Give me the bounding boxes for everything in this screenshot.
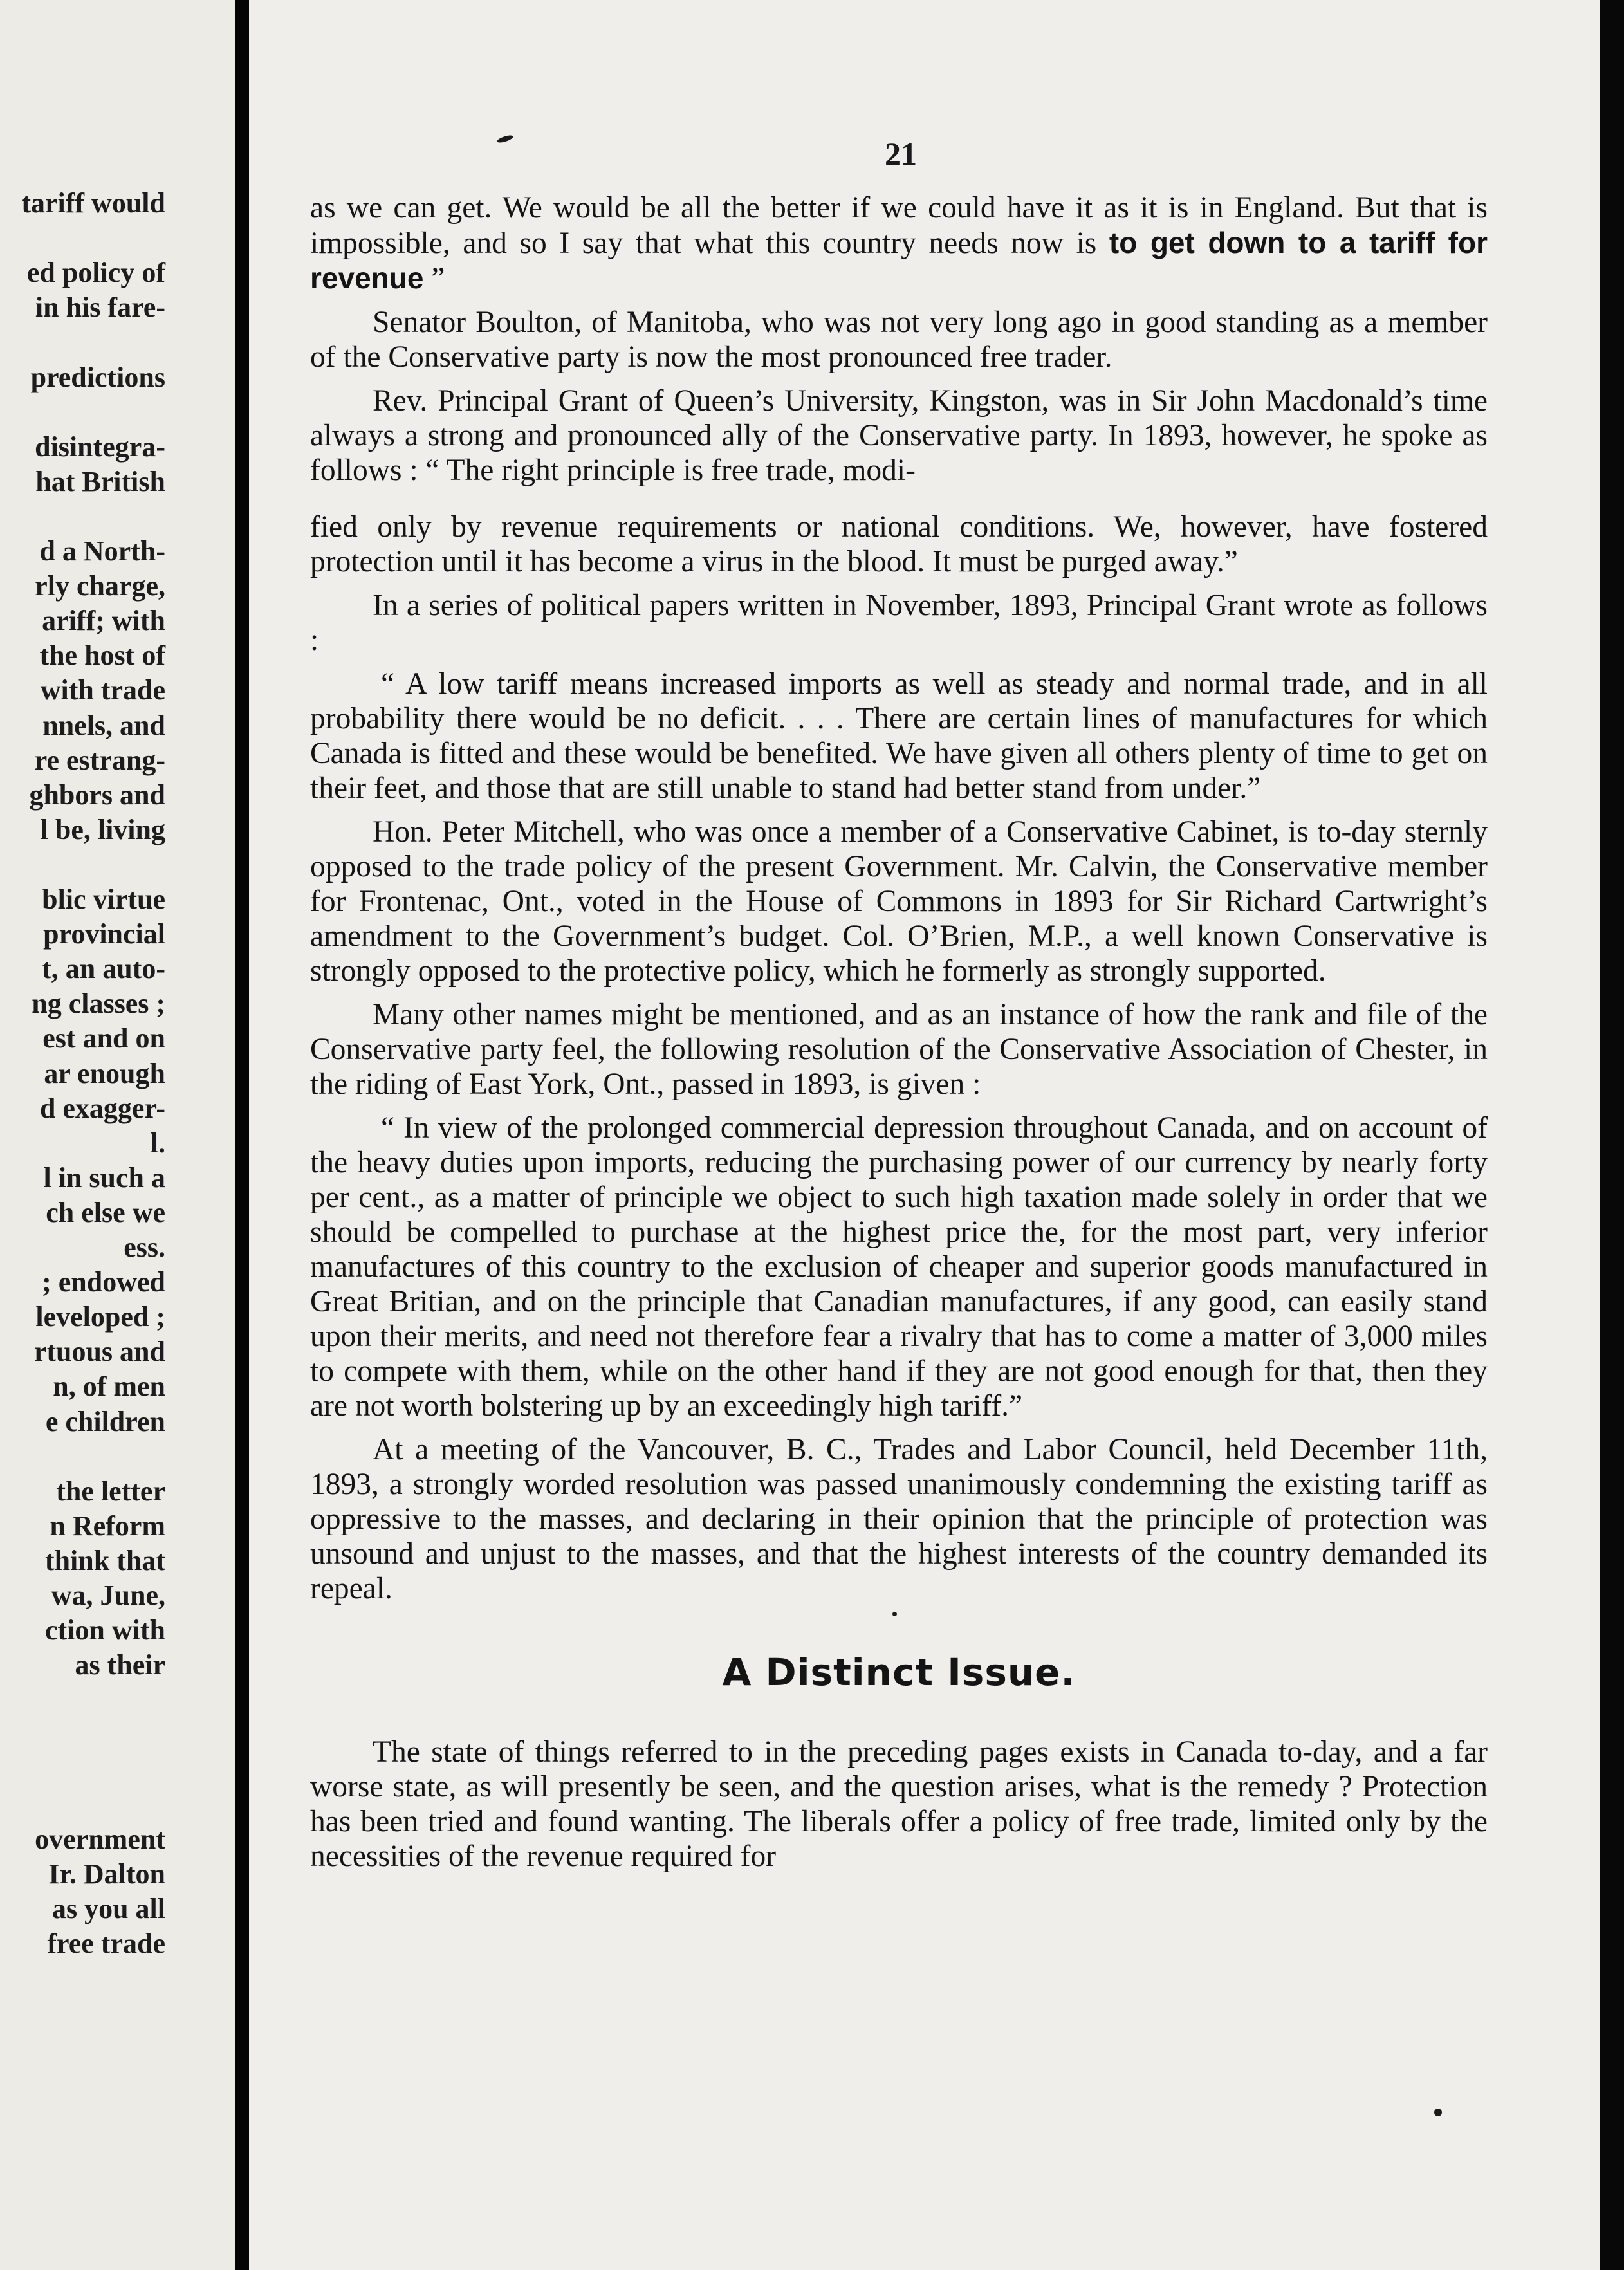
ink-speck bbox=[892, 1612, 897, 1616]
left-page-fragment-line: re estrang- bbox=[34, 744, 165, 776]
left-page-fragment-line: provincial bbox=[43, 918, 165, 950]
left-page-fragment-line: l be, living bbox=[40, 813, 165, 845]
ink-speck bbox=[496, 134, 513, 144]
left-page-fragment-line: d a North- bbox=[39, 535, 165, 567]
left-page-fragment-line: d exagger- bbox=[39, 1092, 165, 1124]
left-page-fragment-line: tariff would bbox=[21, 187, 165, 219]
paragraph-boulton: Senator Boulton, of Manitoba, who was not very long ago in good standing as a member of the Conservative party is now the most pronounced free trader. bbox=[310, 306, 1488, 374]
left-page-fragment-line: ed policy of bbox=[26, 257, 165, 289]
right-page bbox=[249, 0, 1600, 2270]
left-page-fragment-line: Ir. Dalton bbox=[48, 1858, 165, 1890]
left-page-fragment-line: predictions bbox=[30, 361, 165, 393]
paragraph-grant-continued: fied only by revenue requirements or national conditions. We, however, have fostered protection until it has become a virus in the blood. It must be purged away.” bbox=[310, 510, 1488, 578]
paragraph-mitchell: Hon. Peter Mitchell, who was once a member of a Conservative Cabinet, is to-day sternly opposed to the trade policy of the present Government. Mr. Calvin, the Conservative member for Frontenac, Ont., voted in the House of Commons in 1893 for Sir Richard Cartwright’s amendment to the Government’s budget. Col. O’Brien, M.P., a well known Conservative is strongly opposed to the protective policy, which he formerly as strongly supported. bbox=[310, 815, 1488, 988]
paragraph-grant: Rev. Principal Grant of Queen’s University, Kingston, was in Sir John Macdonald’s time always a strong and pronounced ally of the Conservative party. In 1893, however, he spoke as follows : “ The right principle is free trade, modi- bbox=[310, 384, 1488, 487]
left-page-fragment-line: rtuous and bbox=[33, 1336, 165, 1368]
left-page-fragment-line: as their bbox=[75, 1649, 165, 1681]
page-edge-shadow bbox=[1600, 0, 1624, 2270]
left-page-fragment-line: the letter bbox=[56, 1475, 165, 1507]
left-page-fragment-line: ; endowed bbox=[42, 1266, 165, 1298]
left-page-fragment-line: in his fare- bbox=[35, 291, 165, 324]
ink-speck bbox=[1434, 2109, 1442, 2116]
left-page-fragment-line: ng classes ; bbox=[32, 988, 165, 1020]
paragraph-continuation: as we can get. We would be all the better if we could have it as it is in England. But that is impossible, and so I say that what this country needs now is to get down to a tariff for revenue ” bbox=[310, 191, 1488, 295]
left-page-fragment-line: hat British bbox=[35, 465, 165, 497]
paragraph-political-papers: In a series of political papers written in November, 1893, Principal Grant wrote as follows : bbox=[310, 589, 1488, 657]
left-page-fragment-line: nnels, and bbox=[42, 709, 165, 741]
left-page-fragment-line: wa, June, bbox=[51, 1580, 165, 1611]
left-page-fragment-line: est and on bbox=[42, 1022, 165, 1055]
left-page-fragment-line: t, an auto- bbox=[42, 953, 165, 985]
left-page-fragment-line: overnment bbox=[35, 1823, 165, 1855]
left-page-fragment-line: rly charge, bbox=[35, 570, 165, 602]
emphasized-phrase: to get down to a tariff for revenue bbox=[310, 226, 1488, 295]
left-page-fragment-line: blic virtue bbox=[42, 883, 165, 915]
left-page-fragment-line: as you all bbox=[51, 1892, 165, 1924]
left-page-fragment-line: l. bbox=[150, 1127, 165, 1159]
left-page-fragment-line: n Reform bbox=[50, 1509, 165, 1542]
left-page-fragment-line: think that bbox=[44, 1544, 165, 1576]
paragraph-distinct-issue: The state of things referred to in the preceding pages exists in Canada to-day, and a far worse state, as will presently be seen, and the question arises, what is the remedy ? Protection has been tried and found wanting. The liberals offer a policy of free trade, limited only by the necessities of the revenue required for bbox=[310, 1735, 1488, 1873]
left-page-fragment-line: ghbors and bbox=[29, 779, 165, 811]
left-page-fragment-line: ch else we bbox=[46, 1196, 165, 1228]
left-page-fragment-line: disintegra- bbox=[35, 430, 165, 463]
left-page-fragment bbox=[0, 0, 235, 2270]
left-page-fragment-line: with trade bbox=[40, 674, 165, 706]
left-page-fragment-line: e children bbox=[45, 1405, 165, 1437]
article-body bbox=[310, 190, 1488, 1883]
left-page-fragment-line: leveloped ; bbox=[35, 1301, 165, 1333]
page-number: 21 bbox=[885, 136, 917, 172]
quote-chester-resolution: “ In view of the prolonged commercial depression throughout Canada, and on account of the heavy duties upon imports, reducing the purchasing power of our currency by nearly forty per cent., as a matter of principle we object to such high taxation made solely in order that we should be compelled to purchase at the highest price the, for the most part, very inferior manufactures of this country to the exclusion of cheaper and superior goods manufactured in Great Britian, and on the principle that Canadian manufactures, if any good, can easily stand upon their merits, and need not therefore fear a rivalry that has to come a matter of 3,000 miles to compete with them, while on the other hand if they are not good enough for that, then they are not worth bolstering up by an exceedingly high tariff.” bbox=[310, 1111, 1488, 1423]
left-page-fragment-line: ction with bbox=[45, 1614, 165, 1647]
left-page-fragment-line: ar enough bbox=[44, 1057, 165, 1089]
paragraph-other-names: Many other names might be mentioned, and as an instance of how the rank and file of the Conservative party feel, the following resolution of the Conservative Association of Chester, in the riding of East York, Ont., passed in 1893, is given : bbox=[310, 998, 1488, 1101]
paragraph-vancouver-council: At a meeting of the Vancouver, B. C., Trades and Labor Council, held December 11th, 1893, a strongly worded resolution was passed unanimously condemning the existing tariff as oppressive to the masses, and declaring in their opinion that the principle of protection was unsound and unjust to the masses, and that the highest interests of the country demanded its repeal. bbox=[310, 1433, 1488, 1605]
left-page-fragment-line: ariff; with bbox=[42, 605, 165, 637]
quote-low-tariff: “ A low tariff means increased imports as well as steady and normal trade, and in all probability there would be no deficit. . . . There are certain lines of manufactures for which Canada is fitted and these would be benefited. We have given all others plenty of time to get on their feet, and those that are still unable to stand had better stand from under.” bbox=[310, 667, 1488, 805]
left-page-fragment-line: the host of bbox=[39, 640, 165, 672]
left-page-text-column bbox=[0, 0, 235, 2270]
section-heading: A Distinct Issue. bbox=[722, 1650, 1076, 1694]
page-gutter bbox=[235, 0, 249, 2270]
left-page-fragment-line: free trade bbox=[47, 1928, 165, 1959]
left-page-fragment-line: n, of men bbox=[53, 1370, 165, 1403]
left-page-fragment-line: l in such a bbox=[43, 1161, 165, 1194]
left-page-fragment-line: ess. bbox=[124, 1232, 165, 1263]
